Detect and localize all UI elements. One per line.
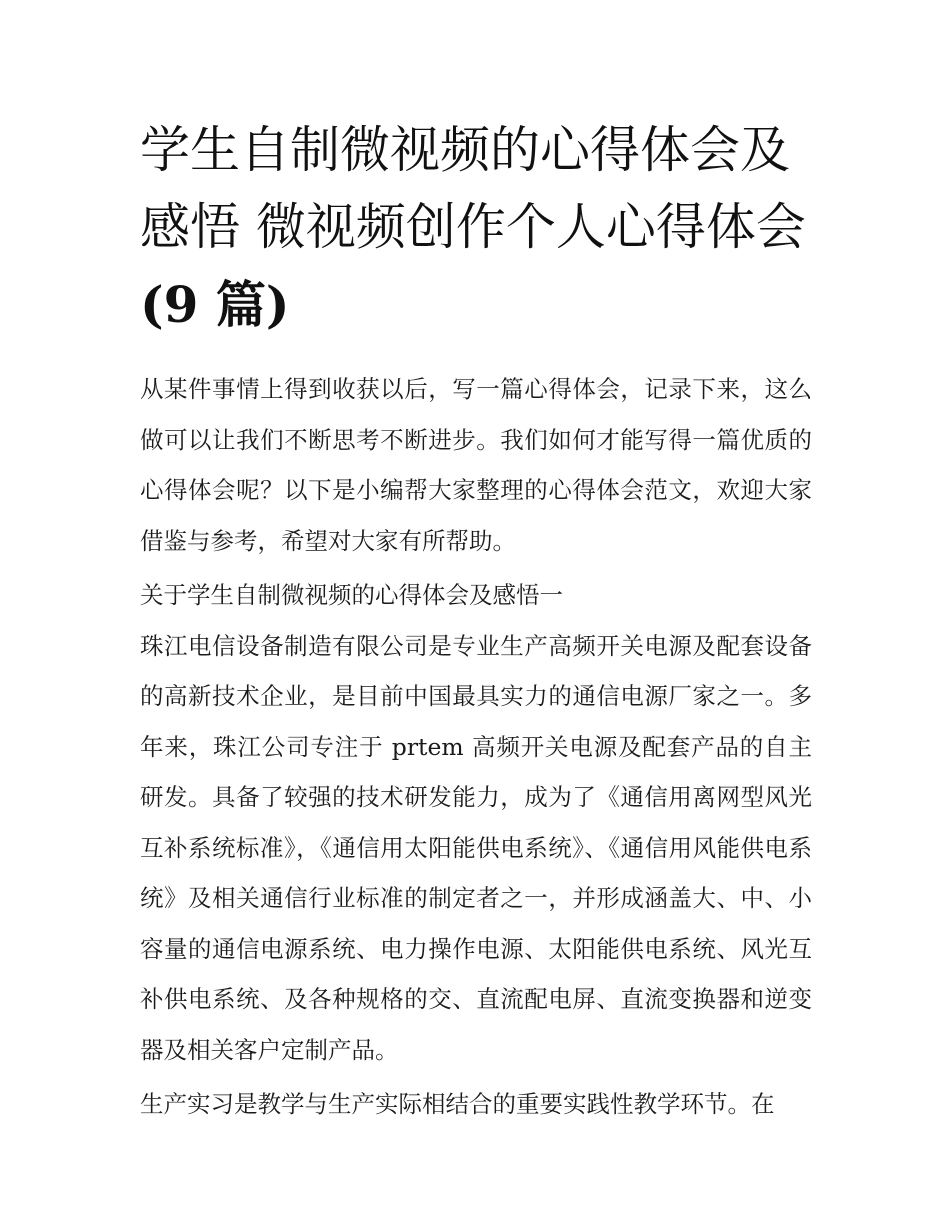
section-heading: 关于学生自制微视频的心得体会及感悟一 bbox=[140, 581, 563, 609]
document-body bbox=[140, 112, 812, 1130]
intro-paragraph: 从某件事情上得到收获以后，写一篇心得体会，记录下来，这么做可以让我们不断思考不断进步。我们如何才能写得一篇优质的心得体会呢？以下是小编帮大家整理的心得体会范文，欢迎大家借鉴与参考，希望对大家有所帮助。 bbox=[140, 375, 812, 555]
section-paragraph-continued: 生产实习是教学与生产实际相结合的重要实践性教学环节。在 bbox=[140, 1090, 775, 1118]
section-paragraph: 珠江电信设备制造有限公司是专业生产高频开关电源及配套设备的高新技术企业，是目前中国最具实力的通信电源厂家之一。多年来，珠江公司专注于 prtem 高频开关电源及配套产品的自主研发。具备了较强的技术研发能力，成为了《通信用离网型风光互补系统标准》，《通信用太阳能供电系统》、《通信用风能供电系统》及相关通信行业标准的制定者之一，并形成涵盖大、中、小容量的通信电源系统、电力操作电源、太阳能供电系统、风光互补供电系统、及各种规格的交、直流配电屏、直流变换器和逆变器及相关客户定制产品。 bbox=[140, 631, 812, 1064]
title-text: 学生自制微视频的心得体会及感悟 微视频创作个人心得体会 bbox=[140, 121, 806, 256]
title-count: (9 篇) bbox=[140, 275, 290, 334]
document-title bbox=[140, 112, 812, 344]
